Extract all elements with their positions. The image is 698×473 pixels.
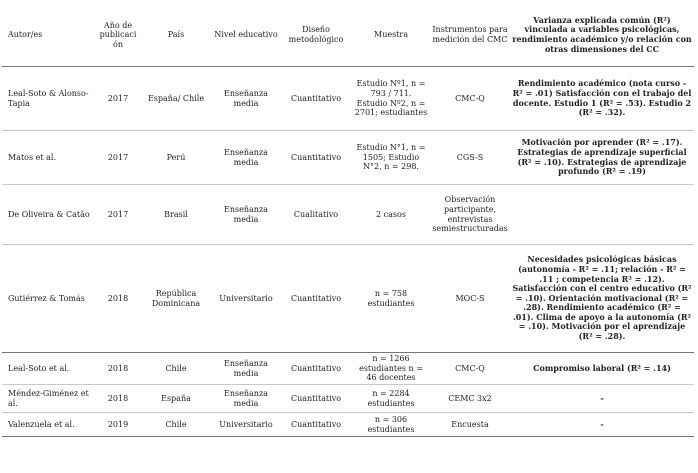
cell-nivel: Enseñanza media [212,131,280,185]
cell-varianza: - [510,385,694,413]
header-muestra: Muestra [352,4,430,67]
cell-nivel: Enseñanza media [212,385,280,413]
cell-instrumento: CGS-S [430,131,510,185]
cell-pais: Perú [140,131,212,185]
cell-instrumento: CMC-Q [430,67,510,131]
cell-instrumento: CMC-Q [430,353,510,385]
cell-pais: España/ Chile [140,67,212,131]
cell-nivel: Enseñanza media [212,67,280,131]
cell-nivel: Universitario [212,413,280,437]
cell-muestra: Estudio Nº1, n = 793 / 711. Estudio Nº2, n = 2701; estudiantes [352,67,430,131]
cell-instrumento: Encuesta [430,413,510,437]
table-row [2,185,694,245]
cell-muestra: n = 1266 estudiantes n = 46 docentes [352,353,430,385]
table-row [2,67,694,131]
cell-instrumento: Observación participante, entrevistas semiestructuradas [430,185,510,245]
cell-nivel: Universitario [212,245,280,353]
cell-anio: 2017 [96,67,140,131]
cell-pais: Chile [140,413,212,437]
cell-pais: Chile [140,353,212,385]
cell-diseno: Cuantitativo [280,413,352,437]
cell-instrumento: MOC-S [430,245,510,353]
cell-diseno: Cuantitativo [280,131,352,185]
cell-varianza: - [510,413,694,437]
cell-anio: 2018 [96,245,140,353]
cell-diseno: Cuantitativo [280,67,352,131]
header-anio: Año de publicación [96,4,140,67]
header-nivel: Nivel educativo [212,4,280,67]
cell-anio: 2018 [96,385,140,413]
cell-muestra: Estudio N°1, n = 1505; Estudio N°2, n = 298. [352,131,430,185]
header-diseno: Diseño metodológico [280,4,352,67]
cell-instrumento: CEMC 3x2 [430,385,510,413]
table-row [2,385,694,413]
cell-autor: Méndez-Giménez et al. [2,385,96,413]
cell-autor: Leal-Soto et al. [2,353,96,385]
cell-diseno: Cualitativo [280,185,352,245]
header-varianza: Varianza explicada común (R²) vinculada a variables psicológicas, rendimiento académico y/o relación con otras dimensiones del CC [510,4,694,67]
cell-autor: Gutiérrez & Tomás [2,245,96,353]
cell-varianza: Rendimiento académico (nota curso - R² = .01) Satisfacción con el trabajo del docente. Estudio 1 (R² = .53). Estudio 2 (R² = .32). [510,67,694,131]
cell-autor: De Oliveira & Catão [2,185,96,245]
table-row [2,353,694,385]
cell-muestra: n = 2284 estudiantes [352,385,430,413]
cell-nivel: Enseñanza media [212,185,280,245]
cell-varianza: Compromiso laboral (R² = .14) [510,353,694,385]
table-header [2,4,694,67]
cell-diseno: Cuantitativo [280,385,352,413]
studies-table [2,4,694,437]
table-row [2,131,694,185]
cell-anio: 2018 [96,353,140,385]
cell-anio: 2019 [96,413,140,437]
cell-autor: Valenzuela et al. [2,413,96,437]
cell-diseno: Cuantitativo [280,353,352,385]
cell-autor: Matos et al. [2,131,96,185]
cell-muestra: n = 306 estudiantes [352,413,430,437]
table-row [2,413,694,437]
cell-nivel: Enseñanza media [212,353,280,385]
table-body [2,67,694,437]
document-table-wrapper [2,4,694,437]
cell-varianza [510,185,694,245]
table-row [2,245,694,353]
cell-muestra: n = 758 estudiantes [352,245,430,353]
cell-anio: 2017 [96,131,140,185]
cell-pais: República Dominicana [140,245,212,353]
cell-muestra: 2 casos [352,185,430,245]
header-pais: País [140,4,212,67]
header-instrumento: Instrumentos para medición del CMC [430,4,510,67]
cell-varianza: Necesidades psicológicas básicas (autonomía - R² = .11; relación - R² = .11 ; competencia R² = .12). Satisfacción con el centro educativo (R² = .10). Orientación motivacional (R² = .28). Rendimiento académico (R² = .01). Clima de apoyo a la autonomía (R² = .10). Motivación por el aprendizaje (R² = .28). [510,245,694,353]
cell-varianza: Motivación por aprender (R² = .17). Estrategias de aprendizaje superficial (R² = .10). Estrategias de aprendizaje profundo (R² = .19) [510,131,694,185]
cell-diseno: Cuantitativo [280,245,352,353]
header-autor: Autor/es [2,4,96,67]
cell-autor: Leal-Soto & Alonso-Tapia [2,67,96,131]
cell-pais: Brasil [140,185,212,245]
cell-pais: España [140,385,212,413]
cell-anio: 2017 [96,185,140,245]
